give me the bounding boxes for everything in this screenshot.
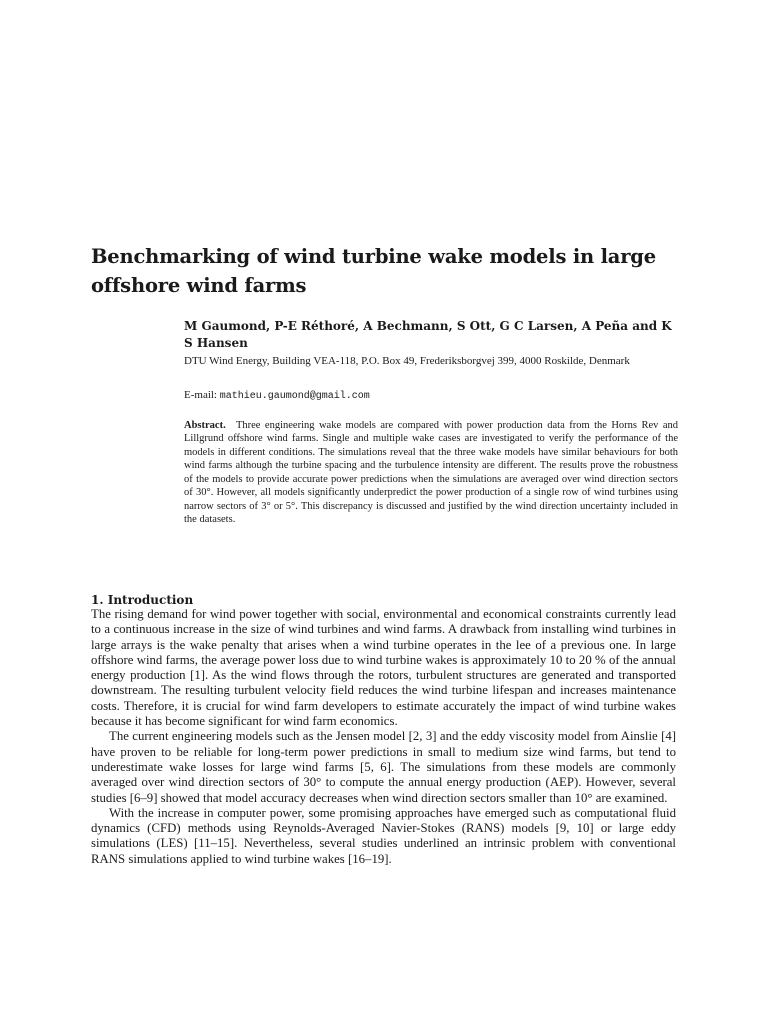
- body-paragraph-1: The rising demand for wind power together with social, environmental and economical constraints currently lead to a continuous increase in the size of wind turbines and wind farms. A drawback from installing wind turbines in large arrays is the wake penalty that arises when a wind turbine operates in the lee of a previous one. In large offshore wind farms, the average power loss due to wind turbine wakes is approximately 10 to 20 % of the annual energy production [1]. As the wind flows through the rotors, turbulent structures are generated and transported downstream. The resulting turbulent velocity field reduces the wind turbine lifespan and increases maintenance costs. Therefore, it is crucial for wind farm developers to estimate accurately the impact of wind turbine wakes because it has become significant for wind farm economics.: [91, 607, 676, 729]
- introduction-body: [91, 607, 676, 867]
- author-list: M Gaumond, P-E Réthoré, A Bechmann, S Ott, G C Larsen, A Peña and K S Hansen: [184, 319, 672, 350]
- abstract: [184, 419, 678, 527]
- email-line: [184, 388, 684, 404]
- body-paragraph-2: The current engineering models such as the Jensen model [2, 3] and the eddy viscosity model from Ainslie [4] have proven to be reliable for long-term power predictions in small to medium size wind farms, but tend to underestimate wake losses for large wind farms [5, 6]. The simulations from these models are commonly averaged over wind direction sectors of 30° to compute the annual energy production (AEP). However, several studies [6–9] showed that model accuracy decreases when wind direction sectors smaller than 10° are examined.: [91, 729, 676, 805]
- paper-title: Benchmarking of wind turbine wake models in large offshore wind farms: [91, 245, 656, 297]
- abstract-label: Abstract.: [184, 420, 226, 431]
- section-heading-introduction: 1. Introduction: [91, 593, 194, 607]
- email-label: E-mail:: [184, 389, 217, 401]
- body-paragraph-3: With the increase in computer power, some promising approaches have emerged such as computational fluid dynamics (CFD) methods using Reynolds-Averaged Navier-Stokes (RANS) models [9, 10] or large eddy simulations (LES) [11–15]. Nevertheless, several studies underlined an intrinsic problem with conventional RANS simulations applied to wind turbine wakes [16–19].: [91, 805, 676, 866]
- affiliation: DTU Wind Energy, Building VEA-118, P.O. Box 49, Frederiksborgvej 399, 4000 Roskilde, Denmark: [184, 355, 630, 367]
- abstract-text: Three engineering wake models are compared with power production data from the Horns Rev and Lillgrund offshore wind farms. Single and multiple wake cases are investigated to verify the performance of the models in different conditions. The simulations reveal that the three wake models have similar behaviours for both wind farms although the turbine spacing and the turbulence intensity are different. The results prove the robustness of the models to provide accurate power predictions when the simulations are averaged over wind direction sectors of 30°. However, all models significantly underpredict the power production of a single row of wind turbines using narrow sectors of 3° or 5°. This discrepancy is discussed and justified by the wind direction uncertainty included in the datasets.: [184, 420, 679, 526]
- email-address[interactable]: mathieu.gaumond@gmail.com: [219, 391, 370, 402]
